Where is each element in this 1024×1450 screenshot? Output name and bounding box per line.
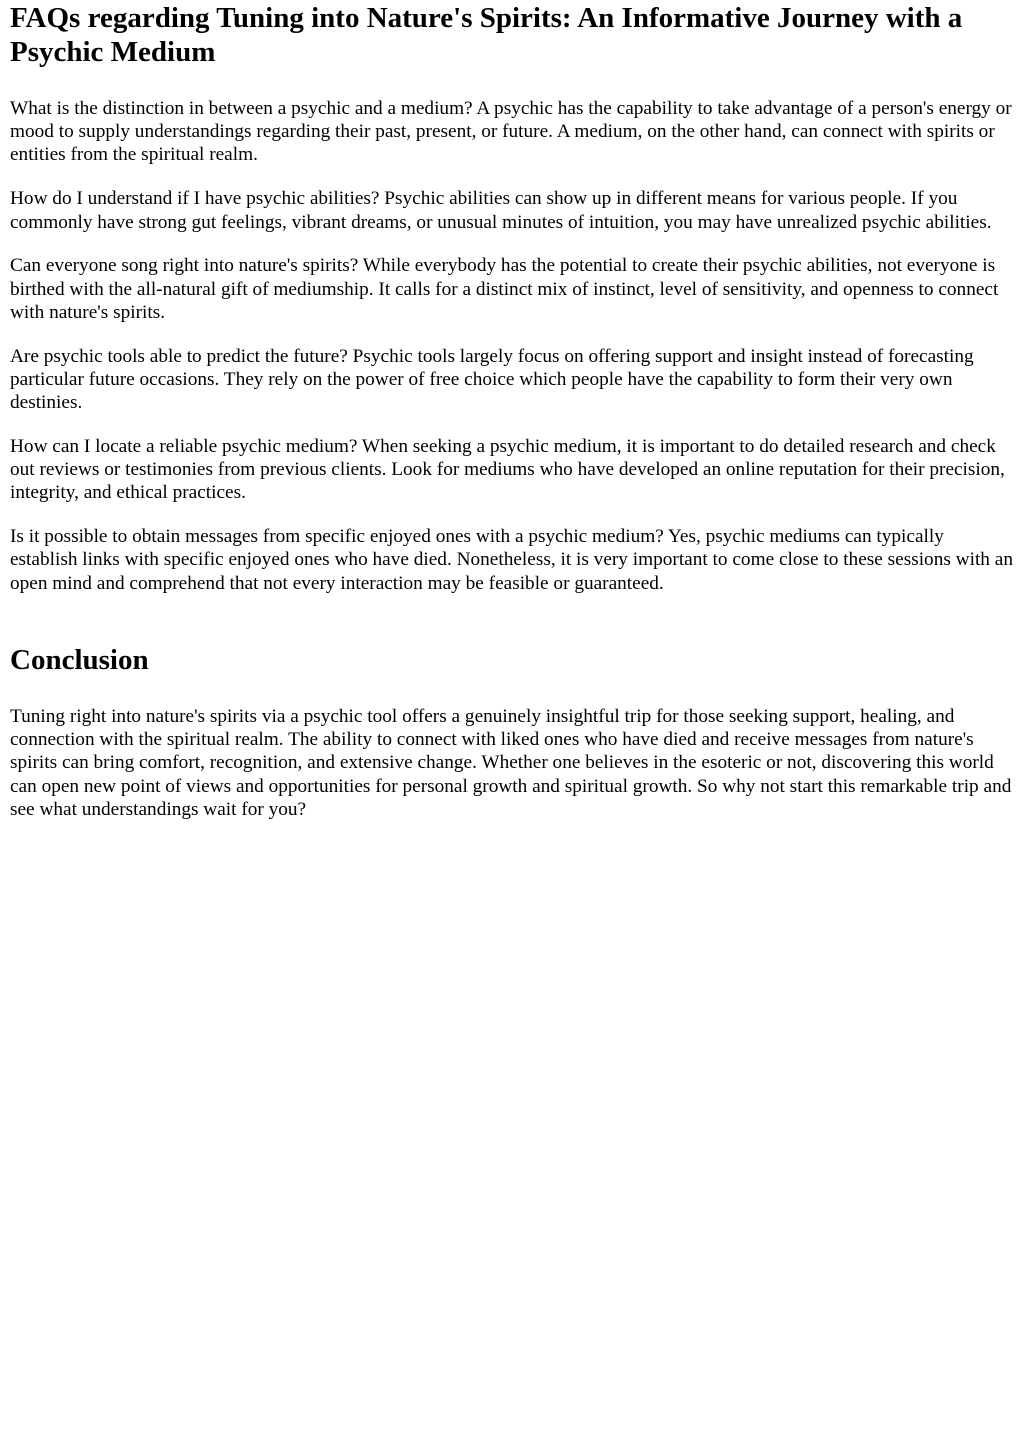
- faq-paragraph-predict-future: Are psychic tools able to predict the future? Psychic tools largely focus on offering support and insight instead of forecasting particular future occasions. They rely on the power of free choice which people have the capability to form their very own destinies.: [10, 345, 974, 414]
- faq-paragraph-reliable-medium: How can I locate a reliable psychic medium? When seeking a psychic medium, it is important to do detailed research and check out reviews or testimonies from previous clients. Look for mediums who have developed an online reputation for their precision, integrity, and ethical practices.: [10, 435, 1005, 504]
- faq-paragraph-psychic-abilities: How do I understand if I have psychic abilities? Psychic abilities can show up in different means for various people. If you commonly have strong gut feelings, vibrant dreams, or unusual minutes of intuition, you may have unrealized psychic abilities.: [10, 188, 992, 233]
- faq-paragraph-loved-ones-messages: Is it possible to obtain messages from specific enjoyed ones with a psychic medium? Yes, psychic mediums can typically establish links with specific enjoyed ones who have died. Nonetheless, it is very important to come close to these sessions with an open mind and comprehend that not every interaction may be feasible or guaranteed.: [10, 526, 1013, 594]
- faq-paragraph-medium-vs-psychic: What is the distinction in between a psychic and a medium? A psychic has the capability to take advantage of a person's energy or mood to supply understandings regarding their past, present, or future. A medium, on the other hand, can connect with spirits or entities from the spiritual realm.: [10, 98, 1012, 166]
- article: [0, 1, 1024, 821]
- conclusion-heading: Conclusion: [10, 643, 149, 676]
- conclusion-paragraph: Tuning right into nature's spirits via a psychic tool offers a genuinely insightful trip for those seeking support, healing, and connection with the spiritual realm. The ability to connect with liked ones who have died and receive messages from nature's spirits can bring comfort, recognition, and extensive change. Whether one believes in the esoteric or not, discovering this world can open new point of views and opportunities for personal growth and spiritual growth. So why not start this remarkable trip and see what understandings wait for you?: [10, 705, 1012, 820]
- faq-paragraph-tune-into-spirits: Can everyone song right into nature's spirits? While everybody has the potential to create their psychic abilities, not everyone is birthed with the all-natural gift of mediumship. It calls for a distinct mix of instinct, level of sensitivity, and openness to connect with nature's spirits.: [10, 255, 999, 323]
- faq-heading: FAQs regarding Tuning into Nature's Spirits: An Informative Journey with a Psychic Medium: [10, 2, 963, 68]
